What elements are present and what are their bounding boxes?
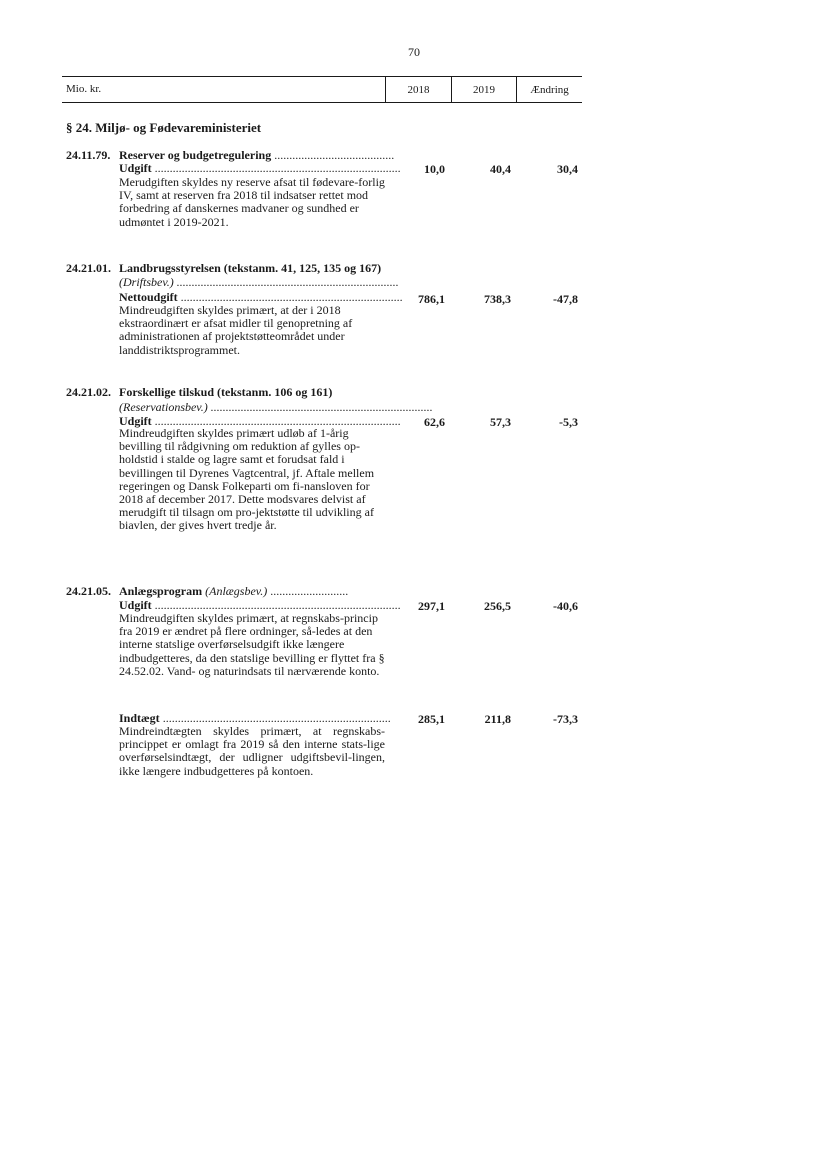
account-subtitle-text: (Driftsbev.) [119, 275, 174, 289]
line-label: Udgift .................................................................................. [119, 161, 401, 175]
header-top-rule [62, 76, 582, 77]
section-title: § 24. Miljø- og Fødevareministeriet [66, 120, 262, 135]
account-subtitle-text: (Reservationsbev.) [119, 400, 208, 414]
account-description: Mindreudgiften skyldes primært, at regnskabs-princip fra 2019 er ændret på flere ordninger, så-ledes at den interne statslige overførselsudgift ikke længere indbudgetteres, da den statslige bevilling er flyttet fra § 24.52.02. Vand- og naturindsats til nærværende konto. [119, 611, 385, 678]
line-label-text: Nettoudgift [119, 290, 178, 304]
value-change: -47,8 [553, 292, 578, 306]
line-label-text: Udgift [119, 161, 152, 175]
account-description: Merudgiften skyldes ny reserve afsat til fødevare-forlig IV, samt at reserven fra 2018 til indsatser rettet mod forbedring af danskernes madvaner og sundhed er udmøntet i 2019-2021. [119, 175, 385, 229]
account-title-text: Anlægsprogram [119, 584, 203, 598]
account-code: 24.21.02. [66, 385, 111, 399]
value-2018: 786,1 [418, 292, 445, 306]
line-label-income: Indtægt ............................................................................ [119, 711, 391, 725]
account-title: Reserver og budgetregulering ........................................ [119, 148, 395, 162]
value-2018: 285,1 [418, 712, 445, 726]
col-2018-header: 2018 [407, 84, 430, 96]
line-label-text: Udgift [119, 414, 152, 428]
value-change: 30,4 [557, 162, 578, 176]
col-2019-header: 2019 [473, 84, 495, 96]
value-change: -40,6 [553, 599, 578, 613]
account-description: Mindreudgiften skyldes primært udløb af 1-årig bevilling til rådgivning om reduktion af gylles op-holdstid i stalde og lagre samt et forudsat fald i bevillingen til Dyrenes Vagtcentral, jf. Aftale mellem regeringen og Dansk Folkeparti om fi-nansloven for 2018 af december 2017. Dette modsvares delvist af merudgift til tilsagn om pro-jektstøtte til udvikling af biavlen, der gives hvert tredje år. [119, 426, 375, 533]
value-2019: 256,5 [484, 599, 511, 613]
value-2019: 57,3 [490, 415, 511, 429]
account-title-text: Reserver og budgetregulering [119, 148, 272, 162]
account-title: Landbrugsstyrelsen (tekstanm. 41, 125, 135 og 167) [119, 261, 382, 275]
line-label-text: Indtægt [119, 711, 160, 725]
line-label-text: Udgift [119, 598, 152, 612]
value-2018: 10,0 [424, 162, 445, 176]
page-number: 70 [408, 45, 420, 59]
value-2019: 211,8 [484, 712, 511, 726]
account-code: 24.21.01. [66, 261, 111, 275]
account-code: 24.21.05. [66, 584, 111, 598]
header-bottom-rule [62, 102, 582, 103]
unit-label: Mio. kr. [66, 83, 102, 95]
line-label: Nettoudgift .......................................................................... [119, 290, 403, 304]
account-title: Anlægsprogram (Anlægsbev.) .......................... [119, 584, 349, 598]
account-subtitle: (Reservationsbev.) .......................................................................... [119, 400, 433, 414]
account-description: Mindreudgiften skyldes primært, at der i 2018 ekstraordinært er afsat midler til genopretning af administrationen af projektstøtteområdet under landdistriktsprogrammet. [119, 303, 353, 357]
account-description: Mindreindtægten skyldes primært, at regnskabs-princippet er omlagt fra 2019 så den interne stats-lige overførselsindtægt, der udligner udgiftsbevil-lingen, ikke længere indbudgetteres på kontoen. [119, 724, 385, 778]
account-title: Forskellige tilskud (tekstanm. 106 og 161) [119, 385, 333, 399]
col-change-header: Ændring [530, 84, 569, 96]
value-2018: 297,1 [418, 599, 445, 613]
value-change: -73,3 [553, 712, 578, 726]
value-2018: 62,6 [424, 415, 445, 429]
value-change: -5,3 [559, 415, 578, 429]
value-2019: 738,3 [484, 292, 511, 306]
account-code: 24.11.79. [66, 148, 111, 162]
line-label: Udgift .................................................................................. [119, 598, 401, 612]
account-title-italic: (Anlægsbev.) [205, 584, 268, 598]
value-2019: 40,4 [490, 162, 511, 176]
account-subtitle: (Driftsbev.) .......................................................................... [119, 275, 399, 289]
line-label: Udgift .................................................................................. [119, 414, 401, 428]
